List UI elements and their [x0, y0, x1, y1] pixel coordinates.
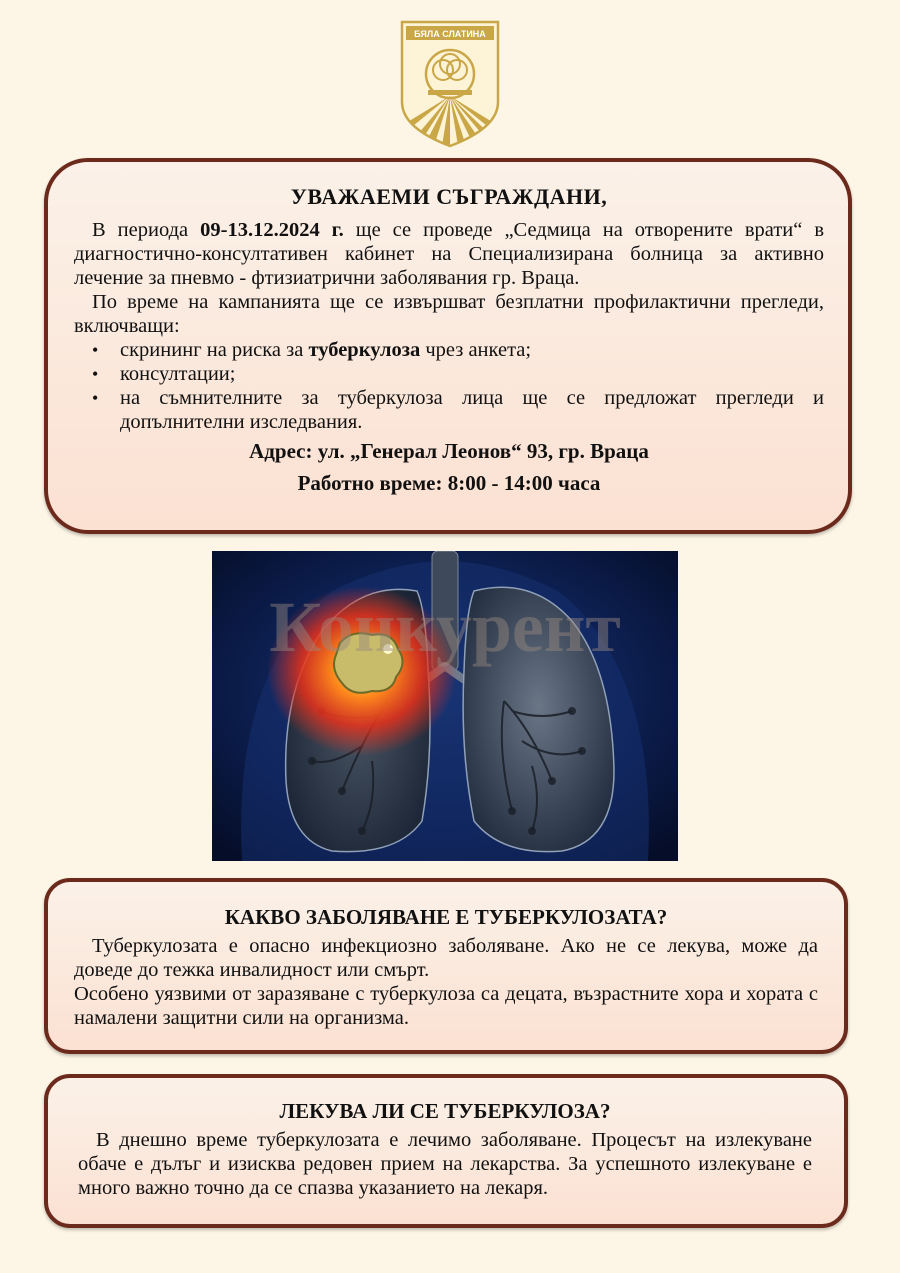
announcement-box — [44, 158, 852, 534]
services-list — [74, 338, 824, 434]
is-tb-curable-box — [44, 1074, 848, 1228]
campaign-dates: 09-13.12.2024 г. — [200, 219, 344, 241]
campaign-text-end: ще се проведе „Седмица на отворените врати“ в диагностично-консултативен кабинет на Специализирана болница за активно лечение за пневмо - фтизиатрични заболявания гр. Враца. — [74, 219, 825, 289]
list-item-text: чрез анкета; — [420, 339, 532, 361]
campaign-paragraph — [74, 218, 824, 290]
working-hours-line: Работно време: 8:00 - 14:00 часа — [297, 471, 601, 495]
what-is-tb-paragraph-1: Туберкулозата е опасно инфекциозно заболяване. Ако не се лекува, може да доведе до тежка инвалидност или смърт. — [74, 935, 818, 981]
is-tb-curable-title: ЛЕКУВА ЛИ СЕ ТУБЕРКУЛОЗА? — [279, 1099, 611, 1123]
list-item: • на съмнителните за туберкулоза лица ще се предложат прегледи и допълнителни изследвания. — [92, 386, 824, 434]
lungs-illustration — [212, 551, 678, 861]
what-is-tb-paragraph-2: Особено уязвими от заразяване с туберкулоза са децата, възрастните хора и хората с намалени защитни сили на организма. — [74, 983, 818, 1029]
list-item-text: скрининг на риска за — [120, 339, 309, 361]
exams-paragraph: По време на кампанията ще се извършват безплатни профилактични прегледи, включващи: — [74, 291, 824, 337]
list-item-bold: туберкулоза — [308, 339, 421, 361]
what-is-tb-title: КАКВО ЗАБОЛЯВАНЕ Е ТУБЕРКУЛОЗАТА? — [224, 905, 668, 929]
list-item: • консултации; — [92, 362, 824, 386]
list-item — [92, 338, 824, 362]
what-is-tb-box — [44, 878, 848, 1054]
bqla-slatina-crest-logo — [398, 18, 502, 150]
watermark-text: Конкурент — [269, 587, 621, 667]
address-line: Адрес: ул. „Генерал Леонов“ 93, гр. Враца — [249, 439, 649, 463]
is-tb-curable-paragraph: В днешно време туберкулозата е лечимо заболяване. Процесът на излекуване обаче е дълъг и изисква редовен прием на лекарства. За успешното излекуване е много важно точно да се спазва указанието на лекаря. — [78, 1129, 812, 1199]
greeting-title: УВАЖАЕМИ СЪГРАЖДАНИ, — [290, 184, 608, 209]
campaign-text-start: В периода — [92, 219, 201, 241]
logo-text: БЯЛА СЛАТИНА — [414, 29, 486, 39]
